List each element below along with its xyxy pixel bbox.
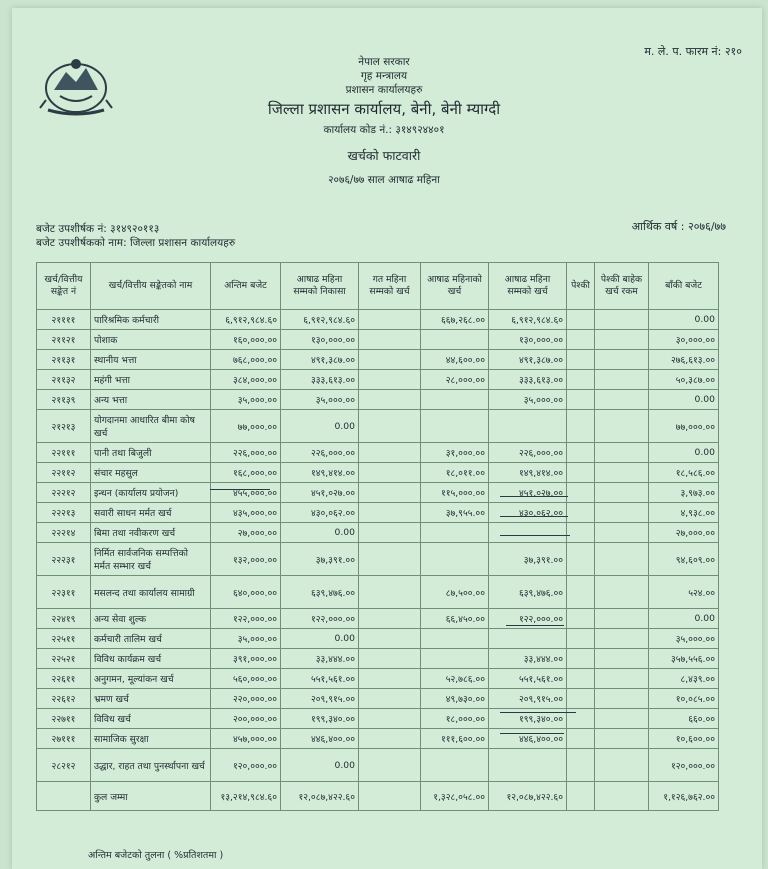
cell-adv: [567, 689, 595, 709]
cell-name: अन्य भत्ता: [91, 390, 211, 410]
cell-prev: [359, 729, 421, 749]
cell-prev: [359, 390, 421, 410]
cell-net: [595, 443, 649, 463]
pen-underline: [500, 496, 568, 497]
cell-budget: ७७,०००.००: [211, 410, 281, 443]
cell-prev: [359, 350, 421, 370]
cell-prev: [359, 443, 421, 463]
cell-release: ४४६,४००.००: [281, 729, 359, 749]
cell-release: १९९,३४०.००: [281, 709, 359, 729]
expense-table: [36, 262, 719, 811]
cell-code: २२२१४: [37, 523, 91, 543]
cell-adv: [567, 463, 595, 483]
cell-cum: [489, 629, 567, 649]
cell-name: अनुगमन, मूल्यांकन खर्च: [91, 669, 211, 689]
cell-month: १११,६००.००: [421, 729, 489, 749]
cell-adv: [567, 576, 595, 609]
cell-adv: [567, 749, 595, 782]
cell-release: २२६,०००.००: [281, 443, 359, 463]
table-row: [37, 749, 719, 782]
cell-adv: [567, 729, 595, 749]
cell-month: ३७,९५५.००: [421, 503, 489, 523]
table-row: [37, 649, 719, 669]
cell-budget: ६,९१२,९८४.६०: [211, 310, 281, 330]
cell-prev: [359, 463, 421, 483]
table-row: [37, 370, 719, 390]
table-body: [37, 310, 719, 811]
cell-code: २११११: [37, 310, 91, 330]
column-header: खर्च/वित्तीय सङ्केत नं: [37, 263, 91, 310]
cell-balance: ४,९३८.००: [649, 503, 719, 523]
cell-net: [595, 689, 649, 709]
cell-cum: ३३,४४४.००: [489, 649, 567, 669]
table-row: [37, 629, 719, 649]
document-header: [0, 55, 768, 187]
cell-name: पारिश्रमिक कर्मचारी: [91, 310, 211, 330]
pen-underline: [500, 516, 568, 517]
cell-name: महंगी भत्ता: [91, 370, 211, 390]
cell-month: १८,०००.००: [421, 709, 489, 729]
cell-balance: ३,९७३.००: [649, 483, 719, 503]
cell-name: सवारी साधन मर्मत खर्च: [91, 503, 211, 523]
cell-release: 0.00: [281, 749, 359, 782]
pen-mark: [210, 489, 270, 490]
cell-name: पोशाक: [91, 330, 211, 350]
cell-prev: [359, 370, 421, 390]
cell-net: [595, 483, 649, 503]
cell-month: ४४,६००.००: [421, 350, 489, 370]
cell-balance: ८,४३९.००: [649, 669, 719, 689]
cell-balance: १०,०८५.००: [649, 689, 719, 709]
cell-code: २२१११: [37, 443, 91, 463]
office-name: जिल्ला प्रशासन कार्यालय, बेनी, बेनी म्याग्दी: [267, 100, 501, 118]
cell-budget: ४३५,०००.००: [211, 503, 281, 523]
cell-balance: 0.00: [649, 609, 719, 629]
total-cell-cum: १२,०८७,४२२.६०: [489, 782, 567, 811]
total-cell-balance: १,१२६,७६२.००: [649, 782, 719, 811]
column-header: आषाढ महिना सम्मको निकासा: [281, 263, 359, 310]
cell-code: २२२३१: [37, 543, 91, 576]
cell-adv: [567, 523, 595, 543]
cell-release: ४९१,३८७.००: [281, 350, 359, 370]
total-cell-release: १२,०८७,४२२.६०: [281, 782, 359, 811]
total-cell-code: [37, 782, 91, 811]
cell-month: [421, 330, 489, 350]
cell-code: २२५११: [37, 629, 91, 649]
cell-budget: १२२,०००.००: [211, 609, 281, 629]
column-header: आषाढ महिनाको खर्च: [421, 263, 489, 310]
table-row: [37, 503, 719, 523]
column-header: गत महिना सम्मको खर्च: [359, 263, 421, 310]
cell-name: इन्धन (कार्यालय प्रयोजन): [91, 483, 211, 503]
table-row: [37, 350, 719, 370]
cell-code: २११२१: [37, 330, 91, 350]
form-code: म. ले. प. फारम नं: २१०: [644, 45, 742, 58]
cell-name: विविध कार्यक्रम खर्च: [91, 649, 211, 669]
cell-release: 0.00: [281, 410, 359, 443]
cell-release: 0.00: [281, 523, 359, 543]
cell-budget: ३५,०००.००: [211, 629, 281, 649]
office-code: कार्यालय कोड नं.: ३१४९२४४०१: [323, 124, 445, 136]
cell-budget: ३९१,०००.००: [211, 649, 281, 669]
fiscal-year: आर्थिक वर्ष : २०७६/७७: [631, 220, 726, 233]
cell-net: [595, 669, 649, 689]
cell-cum: ४९१,३८७.००: [489, 350, 567, 370]
table-row: [37, 709, 719, 729]
cell-budget: १३२,०००.००: [211, 543, 281, 576]
cell-budget: ३५,०००.००: [211, 390, 281, 410]
cell-name: स्थानीय भत्ता: [91, 350, 211, 370]
cell-balance: २७,०००.००: [649, 523, 719, 543]
cell-net: [595, 609, 649, 629]
cell-prev: [359, 576, 421, 609]
cell-cum: २०९,९१५.००: [489, 689, 567, 709]
table-row: [37, 523, 719, 543]
cell-code: २२७११: [37, 709, 91, 729]
cell-net: [595, 463, 649, 483]
cell-month: [421, 543, 489, 576]
cell-balance: ३५७,५५६.००: [649, 649, 719, 669]
cell-prev: [359, 523, 421, 543]
ministry-name: गृह मन्त्रालय: [360, 70, 408, 82]
cell-prev: [359, 330, 421, 350]
cell-name: अन्य सेवा शुल्क: [91, 609, 211, 629]
cell-cum: [489, 523, 567, 543]
cell-adv: [567, 310, 595, 330]
table-row: [37, 689, 719, 709]
cell-balance: १२०,०००.००: [649, 749, 719, 782]
cell-month: ११५,०००.००: [421, 483, 489, 503]
cell-balance: 0.00: [649, 390, 719, 410]
total-cell-budget: १३,२१४,९८४.६०: [211, 782, 281, 811]
cell-balance: ३०,०००.००: [649, 330, 719, 350]
cell-net: [595, 729, 649, 749]
cell-adv: [567, 410, 595, 443]
pen-underline: [500, 733, 564, 734]
table-row: [37, 576, 719, 609]
cell-net: [595, 629, 649, 649]
cell-name: भ्रमण खर्च: [91, 689, 211, 709]
cell-code: २११३१: [37, 350, 91, 370]
cell-month: [421, 749, 489, 782]
cell-release: १२२,०००.००: [281, 609, 359, 629]
cell-balance: 0.00: [649, 310, 719, 330]
cell-cum: ६,९१२,९८४.६०: [489, 310, 567, 330]
cell-net: [595, 310, 649, 330]
cell-budget: १६०,०००.००: [211, 330, 281, 350]
cell-prev: [359, 609, 421, 629]
column-header: आषाढ महिना सम्मको खर्च: [489, 263, 567, 310]
cell-adv: [567, 669, 595, 689]
cell-month: ५२,७८६.००: [421, 669, 489, 689]
cell-net: [595, 410, 649, 443]
column-header: खर्च/वित्तीय सङ्केतको नाम: [91, 263, 211, 310]
government-name: नेपाल सरकार: [358, 56, 410, 68]
table-row: [37, 609, 719, 629]
cell-month: [421, 390, 489, 410]
column-header: पेश्की: [567, 263, 595, 310]
table-row: [37, 443, 719, 463]
cell-prev: [359, 410, 421, 443]
cell-balance: १८,५८६.००: [649, 463, 719, 483]
cell-prev: [359, 689, 421, 709]
cell-release: ३३३,६१३.००: [281, 370, 359, 390]
cell-release: ५५१,५६१.००: [281, 669, 359, 689]
cell-adv: [567, 443, 595, 463]
cell-net: [595, 543, 649, 576]
table-row: [37, 729, 719, 749]
cell-code: २११३२: [37, 370, 91, 390]
cell-prev: [359, 669, 421, 689]
budget-meta: [36, 222, 235, 250]
cell-code: २२६१२: [37, 689, 91, 709]
cell-net: [595, 370, 649, 390]
table-row: [37, 463, 719, 483]
cell-balance: 0.00: [649, 443, 719, 463]
column-header: बाँकी बजेट: [649, 263, 719, 310]
cell-month: [421, 629, 489, 649]
table-row: [37, 310, 719, 330]
cell-name: उद्धार, राहत तथा पुनर्स्थापना खर्च: [91, 749, 211, 782]
cell-name: सामाजिक सुरक्षा: [91, 729, 211, 749]
budget-sub-head-name: बजेट उपशीर्षकको नाम: जिल्ला प्रशासन कार्यालयहरु: [36, 237, 236, 249]
cell-name: कर्मचारी तालिम खर्च: [91, 629, 211, 649]
cell-budget: १६८,०००.००: [211, 463, 281, 483]
cell-cum: १३०,०००.००: [489, 330, 567, 350]
table-header-row: [37, 263, 719, 310]
cell-month: [421, 410, 489, 443]
cell-month: १८,०११.००: [421, 463, 489, 483]
pen-underline: [500, 535, 570, 536]
cell-release: ३३,४४४.००: [281, 649, 359, 669]
cell-adv: [567, 483, 595, 503]
cell-cum: ३३३,६१३.००: [489, 370, 567, 390]
cell-adv: [567, 370, 595, 390]
cell-balance: ६६०.००: [649, 709, 719, 729]
cell-code: २२५२१: [37, 649, 91, 669]
cell-adv: [567, 609, 595, 629]
cell-code: २२३११: [37, 576, 91, 609]
cell-code: २२११२: [37, 463, 91, 483]
department-name: प्रशासन कार्यालयहरु: [345, 84, 423, 96]
cell-name: निर्मित सार्वजनिक सम्पत्तिको मर्मत सम्भार खर्च: [91, 543, 211, 576]
pen-underline: [500, 712, 576, 713]
cell-balance: १०,६००.००: [649, 729, 719, 749]
table-row: [37, 330, 719, 350]
column-header: अन्तिम बजेट: [211, 263, 281, 310]
cell-cum: १२२,०००.००: [489, 609, 567, 629]
cell-cum: २२६,०००.००: [489, 443, 567, 463]
cell-month: ४९,७३०.००: [421, 689, 489, 709]
cell-balance: ३५,०००.००: [649, 629, 719, 649]
cell-month: [421, 649, 489, 669]
cell-cum: ५५१,५६१.००: [489, 669, 567, 689]
cell-adv: [567, 330, 595, 350]
cell-month: ६६७,२६८.००: [421, 310, 489, 330]
cell-prev: [359, 629, 421, 649]
cell-balance: ५०,३८७.००: [649, 370, 719, 390]
cell-release: १४९,४१४.००: [281, 463, 359, 483]
cell-code: २११३९: [37, 390, 91, 410]
total-cell-adv: [567, 782, 595, 811]
cell-release: ४५१,०२७.००: [281, 483, 359, 503]
cell-release: २०९,९१५.००: [281, 689, 359, 709]
cell-release: १३०,०००.००: [281, 330, 359, 350]
cell-month: ३१,०००.००: [421, 443, 489, 463]
cell-prev: [359, 310, 421, 330]
cell-name: पानी तथा बिजुली: [91, 443, 211, 463]
cell-cum: ३५,०००.००: [489, 390, 567, 410]
table-row: [37, 543, 719, 576]
cell-net: [595, 503, 649, 523]
cell-adv: [567, 350, 595, 370]
cell-prev: [359, 749, 421, 782]
cell-cum: [489, 749, 567, 782]
cell-net: [595, 749, 649, 782]
cell-code: २२४१९: [37, 609, 91, 629]
cell-code: २७१११: [37, 729, 91, 749]
cell-name: संचार महसुल: [91, 463, 211, 483]
cell-prev: [359, 649, 421, 669]
footer-note: अन्तिम बजेटको तुलना ( %प्रतिशतमा ): [88, 850, 224, 861]
cell-adv: [567, 390, 595, 410]
cell-code: २२२१२: [37, 483, 91, 503]
table-row: [37, 483, 719, 503]
cell-name: बिमा तथा नवीकरण खर्च: [91, 523, 211, 543]
cell-budget: १२०,०००.००: [211, 749, 281, 782]
cell-month: ८७,५००.००: [421, 576, 489, 609]
reporting-period: २०७६/७७ साल आषाढ महिना: [328, 174, 440, 186]
cell-month: २८,०००.००: [421, 370, 489, 390]
cell-prev: [359, 543, 421, 576]
cell-code: २१२१३: [37, 410, 91, 443]
cell-prev: [359, 483, 421, 503]
cell-budget: ५६०,०००.००: [211, 669, 281, 689]
table-row: [37, 390, 719, 410]
table-row: [37, 410, 719, 443]
cell-cum: ३७,३९१.००: [489, 543, 567, 576]
cell-budget: ३८४,०००.००: [211, 370, 281, 390]
cell-budget: ६४०,०००.००: [211, 576, 281, 609]
cell-month: [421, 523, 489, 543]
cell-balance: ९४,६०९.००: [649, 543, 719, 576]
cell-net: [595, 390, 649, 410]
cell-net: [595, 649, 649, 669]
cell-name: मसलन्द तथा कार्यालय सामाग्री: [91, 576, 211, 609]
cell-release: ६३९,४७६.००: [281, 576, 359, 609]
cell-budget: २००,०००.००: [211, 709, 281, 729]
cell-adv: [567, 629, 595, 649]
total-cell-month: १,३२८,०५८.००: [421, 782, 489, 811]
cell-name: योगदानमा आधारित बीमा कोष खर्च: [91, 410, 211, 443]
cell-net: [595, 576, 649, 609]
document-title: खर्चको फाटवारी: [347, 148, 421, 163]
cell-budget: २२६,०००.००: [211, 443, 281, 463]
cell-code: २८२१२: [37, 749, 91, 782]
cell-net: [595, 709, 649, 729]
cell-prev: [359, 503, 421, 523]
total-row: [37, 782, 719, 811]
cell-release: ३५,०००.००: [281, 390, 359, 410]
cell-cum: ४३०,०६२.००: [489, 503, 567, 523]
cell-budget: २७,०००.००: [211, 523, 281, 543]
cell-budget: ४५५,०००.००: [211, 483, 281, 503]
table-row: [37, 669, 719, 689]
cell-net: [595, 350, 649, 370]
cell-budget: ७६८,०००.००: [211, 350, 281, 370]
cell-release: ३७,३९१.००: [281, 543, 359, 576]
cell-budget: २२०,०००.००: [211, 689, 281, 709]
cell-cum: ६३९,४७६.००: [489, 576, 567, 609]
cell-release: 0.00: [281, 629, 359, 649]
cell-adv: [567, 649, 595, 669]
column-header: पेश्की बाहेक खर्च रकम: [595, 263, 649, 310]
cell-balance: ७७,०००.००: [649, 410, 719, 443]
cell-prev: [359, 709, 421, 729]
cell-cum: ४५१,०२७.००: [489, 483, 567, 503]
cell-balance: २७६,६१३.००: [649, 350, 719, 370]
cell-net: [595, 523, 649, 543]
cell-code: २२६११: [37, 669, 91, 689]
cell-month: ६६,४५०.००: [421, 609, 489, 629]
cell-budget: ४५७,०००.००: [211, 729, 281, 749]
cell-cum: ४४६,४००.००: [489, 729, 567, 749]
cell-code: २२२१३: [37, 503, 91, 523]
total-cell-name: कुल जम्मा: [91, 782, 211, 811]
cell-adv: [567, 543, 595, 576]
total-cell-net: [595, 782, 649, 811]
budget-sub-head-no: बजेट उपशीर्षक नं: ३१४९२०११३: [36, 223, 160, 235]
cell-cum: १९९,३४०.००: [489, 709, 567, 729]
cell-cum: १४९,४१४.००: [489, 463, 567, 483]
pen-underline: [506, 625, 564, 626]
cell-name: विविध खर्च: [91, 709, 211, 729]
cell-release: ६,९१२,९८४.६०: [281, 310, 359, 330]
cell-cum: [489, 410, 567, 443]
cell-release: ४३०,०६२.००: [281, 503, 359, 523]
cell-net: [595, 330, 649, 350]
cell-balance: ५२४.००: [649, 576, 719, 609]
total-cell-prev: [359, 782, 421, 811]
cell-adv: [567, 503, 595, 523]
